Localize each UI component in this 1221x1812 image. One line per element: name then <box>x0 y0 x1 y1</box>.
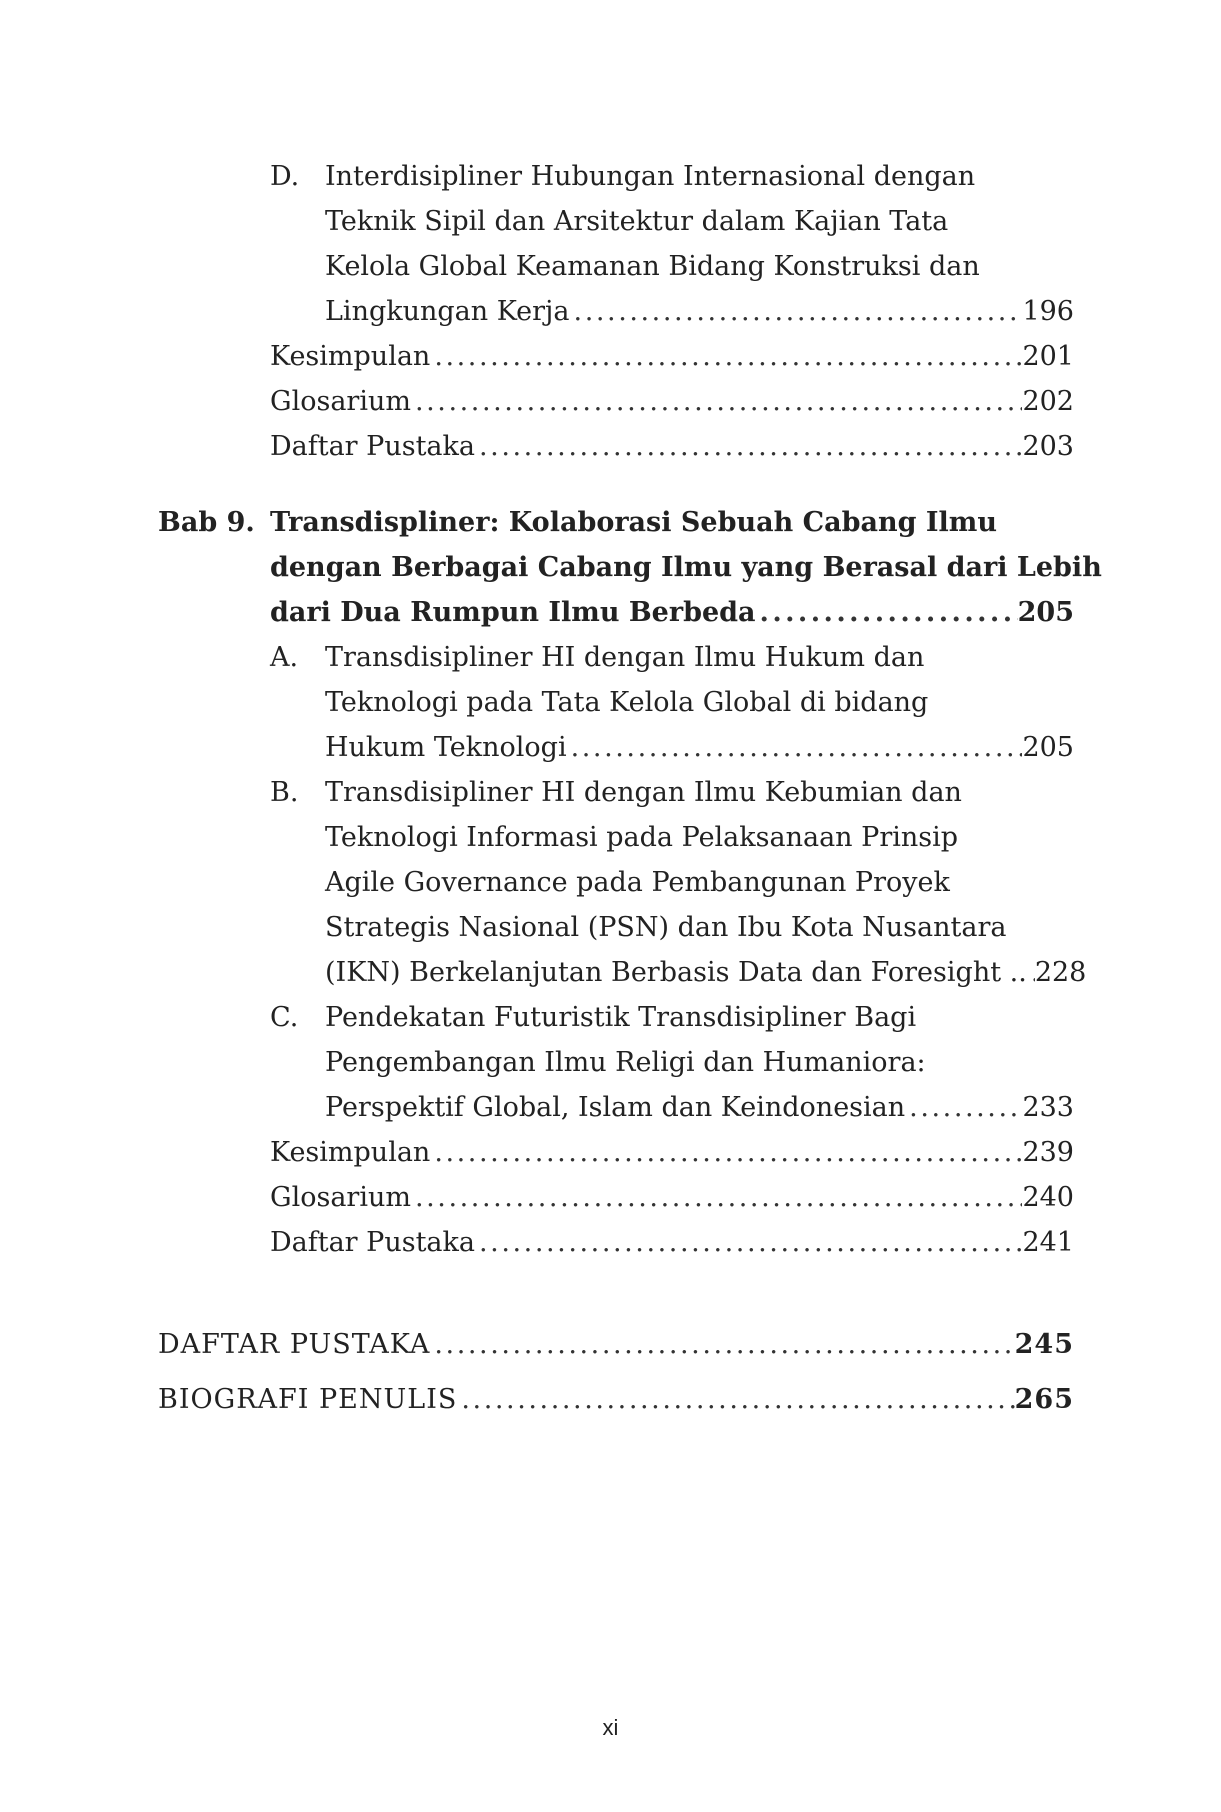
page-number: 205 <box>1017 597 1074 628</box>
dot-leader <box>457 1377 1014 1422</box>
section-b-title-line-1: Transdisipliner HI dengan Ilmu Kebumian dan <box>325 777 962 808</box>
section-c-marker: C. <box>270 1002 299 1033</box>
chapter-9-title-line-2: dengan Berbagai Cabang Ilmu yang Berasal dari Lebih <box>270 552 1102 583</box>
page-number: 201 <box>1022 341 1074 372</box>
section-a-title-last-line: Hukum Teknologi <box>325 732 567 763</box>
section-b-title-last-line: (IKN) Berkelanjutan Berbasis Data dan Foresight .. <box>325 957 1027 988</box>
page-number: 203 <box>1022 431 1074 462</box>
page-number: 240 <box>1022 1182 1074 1213</box>
section-b-title-line-4: Strategis Nasional (PSN) dan Ibu Kota Nusantara <box>325 912 1007 943</box>
section-b-marker: B. <box>270 777 299 808</box>
entry-title: Kesimpulan <box>270 1137 431 1168</box>
page-number: 245 <box>1014 1329 1074 1360</box>
section-d-title-line-1: Interdisipliner Hubungan Internasional dengan <box>325 161 976 192</box>
section-d-marker: D. <box>270 161 300 192</box>
dot-leader <box>430 334 1022 379</box>
page-number: 241 <box>1022 1227 1074 1258</box>
section-c-title-line-2: Pengembangan Ilmu Religi dan Humaniora: <box>325 1047 926 1078</box>
dot-leader <box>1027 950 1035 995</box>
entry-title: BIOGRAFI PENULIS <box>158 1384 458 1415</box>
dot-leader <box>756 590 1018 635</box>
dot-leader <box>567 725 1023 770</box>
page-number: 265 <box>1014 1384 1074 1415</box>
section-d-title-line-2: Teknik Sipil dan Arsitektur dalam Kajian Tata <box>325 206 949 237</box>
dot-leader <box>475 1220 1022 1265</box>
dot-leader <box>430 1130 1022 1175</box>
section-a-title-line-1: Transdisipliner HI dengan Ilmu Hukum dan <box>325 642 925 673</box>
toc-entry-section-d[interactable] <box>325 289 1074 334</box>
page-number: 205 <box>1022 732 1074 763</box>
dot-leader <box>905 1085 1022 1130</box>
section-c-title-last-line: Perspektif Global, Islam dan Keindonesian <box>325 1092 906 1123</box>
toc-entry-section-a[interactable] <box>325 725 1074 770</box>
section-c-title-line-1: Pendekatan Futuristik Transdisipliner Bagi <box>325 1002 917 1033</box>
footer-page-number: xi <box>602 1715 619 1740</box>
page-number: 233 <box>1022 1092 1074 1123</box>
dot-leader <box>475 424 1022 469</box>
section-d-title-last-line: Lingkungan Kerja <box>325 296 570 327</box>
page-number: 228 <box>1034 957 1087 988</box>
toc-entry-chapter-9[interactable] <box>270 590 1074 635</box>
entry-title: DAFTAR PUSTAKA <box>158 1329 431 1360</box>
chapter-9-title-last-line: dari Dua Rumpun Ilmu Berbeda <box>270 597 756 628</box>
toc-entry-ch8-glosarium[interactable] <box>270 379 1074 424</box>
entry-title: Glosarium <box>270 386 411 417</box>
section-a-marker: A. <box>270 642 299 673</box>
page-number: 196 <box>1022 296 1074 327</box>
entry-title: Daftar Pustaka <box>270 431 475 462</box>
section-b-title-line-3: Agile Governance pada Pembangunan Proyek <box>325 867 950 898</box>
page-number: 202 <box>1022 386 1074 417</box>
toc-entry-ch8-kesimpulan[interactable] <box>270 334 1074 379</box>
toc-entry-biografi-penulis[interactable] <box>158 1377 1074 1422</box>
entry-title: Kesimpulan <box>270 341 431 372</box>
page-number: 239 <box>1022 1137 1074 1168</box>
entry-title: Glosarium <box>270 1182 411 1213</box>
section-b-title-line-2: Teknologi Informasi pada Pelaksanaan Prinsip <box>325 822 959 853</box>
dot-leader <box>411 1175 1023 1220</box>
toc-entry-section-c[interactable] <box>325 1085 1074 1130</box>
toc-entry-ch9-glosarium[interactable] <box>270 1175 1074 1220</box>
section-d-title-line-3: Kelola Global Keamanan Bidang Konstruksi dan <box>325 251 980 282</box>
dot-leader <box>411 379 1023 424</box>
chapter-9-label: Bab 9. <box>158 507 255 538</box>
toc-entry-section-b[interactable] <box>325 950 1087 995</box>
toc-entry-ch9-daftar-pustaka[interactable] <box>270 1220 1074 1265</box>
entry-title: Daftar Pustaka <box>270 1227 475 1258</box>
dot-leader <box>570 289 1023 334</box>
section-a-title-line-2: Teknologi pada Tata Kelola Global di bidang <box>325 687 929 718</box>
toc-entry-ch9-kesimpulan[interactable] <box>270 1130 1074 1175</box>
chapter-9-title-line-1: Transdispliner: Kolaborasi Sebuah Cabang Ilmu <box>270 507 997 538</box>
toc-entry-ch8-daftar-pustaka[interactable] <box>270 424 1074 469</box>
dot-leader <box>430 1322 1014 1367</box>
toc-entry-daftar-pustaka[interactable] <box>158 1322 1074 1367</box>
